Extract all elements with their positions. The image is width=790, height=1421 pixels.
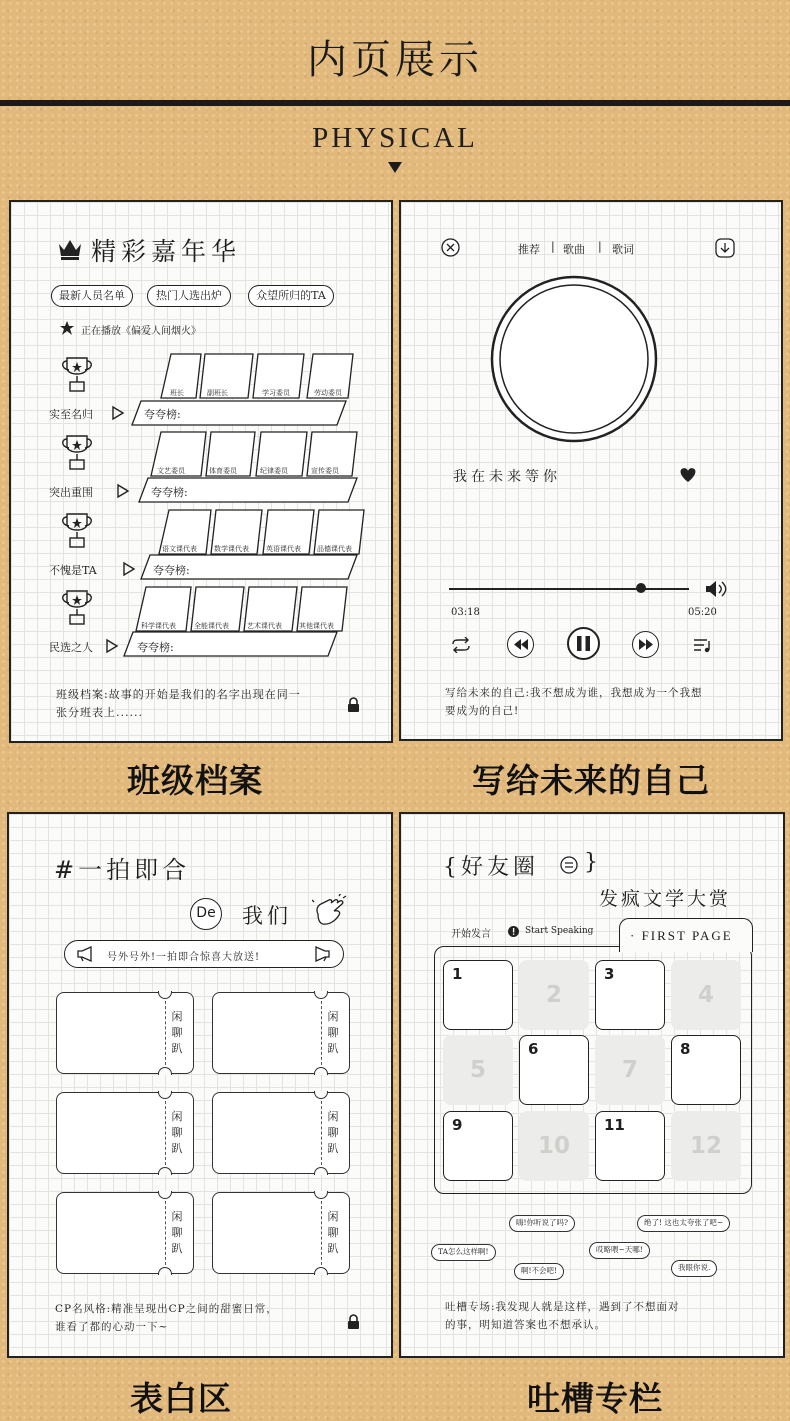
card-label: 副班长 — [207, 389, 228, 397]
speech-bubble: 嗨!你听说了吗? — [509, 1215, 575, 1232]
future-footer-line-2: 要成为的自己! — [445, 705, 520, 717]
heart-icon[interactable] — [679, 467, 697, 483]
grid-cell[interactable]: 11 — [595, 1111, 665, 1181]
speech-bubble: 哎略喂~天哪! — [589, 1242, 650, 1259]
grid-cell[interactable]: 10 — [519, 1111, 589, 1181]
us-label: 我们 — [242, 904, 292, 928]
card-label: 班长 — [170, 389, 184, 397]
pill-popular-ta[interactable]: 众望所归的TA — [248, 285, 334, 307]
song-title: 我在未来等你 — [453, 469, 561, 485]
album-disc — [489, 274, 659, 444]
tab-recommend[interactable]: 推荐 — [518, 243, 540, 256]
card-label: 体育委员 — [209, 467, 237, 475]
rant-title: {好友圈 — [443, 855, 539, 880]
speech-bubble: 啊!不会吧! — [514, 1263, 564, 1280]
volume-icon[interactable] — [704, 580, 730, 598]
pill-latest-members[interactable]: 最新人员名单 — [51, 285, 133, 307]
rant-subtitle: 发疯文学大赏 — [599, 888, 732, 910]
archive-title: 精彩嘉年华 — [91, 237, 242, 266]
ticket-card[interactable]: 闲 聊 趴 — [56, 1092, 194, 1174]
praise-label-4: 夸夸榜: — [137, 641, 174, 654]
grid-cell[interactable]: 8 — [671, 1035, 741, 1105]
grid-cell[interactable]: 1 — [443, 960, 513, 1030]
ticket-card[interactable]: 闲 聊 趴 — [212, 1092, 350, 1174]
card-label: 品德课代表 — [317, 545, 352, 553]
grid-cell[interactable]: 12 — [671, 1111, 741, 1181]
grid-cell[interactable]: 6 — [519, 1035, 589, 1105]
megaphone-left-icon — [76, 946, 96, 962]
lock-icon — [347, 697, 360, 712]
confession-panel — [7, 812, 393, 1358]
card-label: 学习委员 — [262, 389, 290, 397]
archive-footer-line-1: 班级档案:故事的开始是我们的名字出现在同一 — [56, 688, 301, 701]
ticket-card[interactable]: 闲 聊 趴 — [56, 1192, 194, 1274]
now-playing-text: 正在播放《偏爱人间烟火》 — [81, 326, 201, 337]
repeat-icon[interactable] — [449, 637, 473, 653]
speak-label-en: Start Speaking — [525, 926, 594, 936]
speech-bubble: TA怎么这样啊! — [431, 1244, 496, 1261]
grid-cell[interactable]: 7 — [595, 1035, 665, 1105]
row-label-4: 民选之人 — [49, 641, 93, 654]
down-arrow-icon — [388, 162, 402, 173]
card-label: 纪律委员 — [260, 467, 288, 475]
tab-divider: | — [551, 240, 555, 253]
megaphone-right-icon — [311, 946, 331, 962]
praise-label-1: 夸夸榜: — [144, 408, 181, 421]
card-label: 宣传委员 — [311, 467, 339, 475]
progress-track[interactable] — [449, 588, 689, 590]
speech-bubble: 我眼你说. — [671, 1260, 717, 1277]
fast-forward-icon — [638, 638, 654, 651]
card-label: 劳动委员 — [314, 389, 342, 397]
caption-rant: 吐槽专栏 — [527, 1379, 663, 1418]
alert-icon — [508, 926, 519, 937]
caption-future-self: 写给未来的自己 — [472, 761, 710, 800]
de-badge: De — [190, 898, 222, 930]
rewind-icon — [513, 638, 529, 651]
ticket-card[interactable]: 闲 聊 趴 — [212, 1192, 350, 1274]
card-label: 其他课代表 — [299, 622, 334, 630]
card-label: 艺术课代表 — [247, 622, 282, 630]
archive-footer-line-2: 张分班表上...... — [56, 706, 143, 719]
clapping-hands-icon — [312, 894, 348, 928]
rant-title-close: } — [584, 850, 598, 875]
time-total: 05:20 — [688, 607, 717, 618]
praise-label-3: 夸夸榜: — [153, 564, 190, 577]
music-player-panel — [399, 200, 783, 741]
tab-divider: | — [598, 240, 602, 253]
header-divider — [0, 100, 790, 106]
grid-cell[interactable]: 4 — [671, 960, 741, 1030]
grid-cell[interactable]: 5 — [443, 1035, 513, 1105]
speak-label-cn: 开始发言 — [451, 929, 491, 940]
card-label: 文艺委员 — [157, 467, 185, 475]
download-icon[interactable] — [715, 238, 735, 258]
row-label-3: 不愧是TA — [49, 564, 97, 577]
page-title: 内页展示 — [307, 37, 483, 83]
future-footer-line-1: 写给未来的自己:我不想成为谁，我想成为一个我想 — [445, 687, 703, 699]
rant-panel — [399, 812, 785, 1358]
time-current: 03:18 — [451, 607, 480, 618]
class-archive-panel — [9, 200, 393, 743]
tab-songs[interactable]: 歌曲 — [563, 243, 585, 256]
lock-icon — [347, 1314, 360, 1329]
ticket-card[interactable]: 闲 聊 趴 — [56, 992, 194, 1074]
card-label: 英语课代表 — [266, 545, 301, 553]
speech-bubble: 绝了! 这也太夸张了吧~ — [637, 1215, 730, 1232]
row-label-1: 实至名归 — [49, 408, 93, 421]
rant-footer-line-1: 吐槽专场:我发现人就是这样，遇到了不想面对 — [445, 1301, 680, 1313]
grid-cell[interactable]: 9 — [443, 1111, 513, 1181]
caption-confession: 表白区 — [130, 1379, 232, 1418]
card-label: 科学课代表 — [141, 622, 176, 630]
grid-cell[interactable]: 2 — [519, 960, 589, 1030]
praise-label-2: 夸夸榜: — [151, 486, 188, 499]
confession-footer-line-1: CP名风格:精准呈现出CP之间的甜蜜日常， — [55, 1303, 278, 1315]
grid-cell[interactable]: 3 — [595, 960, 665, 1030]
pill-hot-picks[interactable]: 热门人选出炉 — [147, 285, 231, 307]
caption-class-archive: 班级档案 — [127, 761, 263, 800]
card-label: 全能课代表 — [194, 622, 229, 630]
close-icon[interactable] — [441, 238, 460, 257]
confession-footer-line-2: 谁看了都的心动一下~ — [55, 1321, 169, 1333]
card-label: 语文课代表 — [162, 545, 197, 553]
progress-knob[interactable] — [636, 583, 646, 593]
minus-circle-icon — [560, 856, 578, 874]
row-label-2: 突出重围 — [49, 486, 93, 499]
confession-title: #一拍即合 — [54, 856, 191, 884]
pause-icon — [576, 635, 591, 652]
playlist-icon[interactable] — [693, 637, 713, 653]
rant-footer-line-2: 的事，明知道答案也不想承认。 — [445, 1319, 606, 1331]
page-label: · FIRST PAGE — [630, 928, 733, 943]
banner-text: 号外号外!一拍即合惊喜大放送! — [107, 952, 261, 963]
tab-lyrics[interactable]: 歌词 — [612, 243, 634, 256]
section-subtitle: PHYSICAL — [312, 122, 478, 154]
card-label: 数学课代表 — [214, 545, 249, 553]
ticket-card[interactable]: 闲 聊 趴 — [212, 992, 350, 1074]
